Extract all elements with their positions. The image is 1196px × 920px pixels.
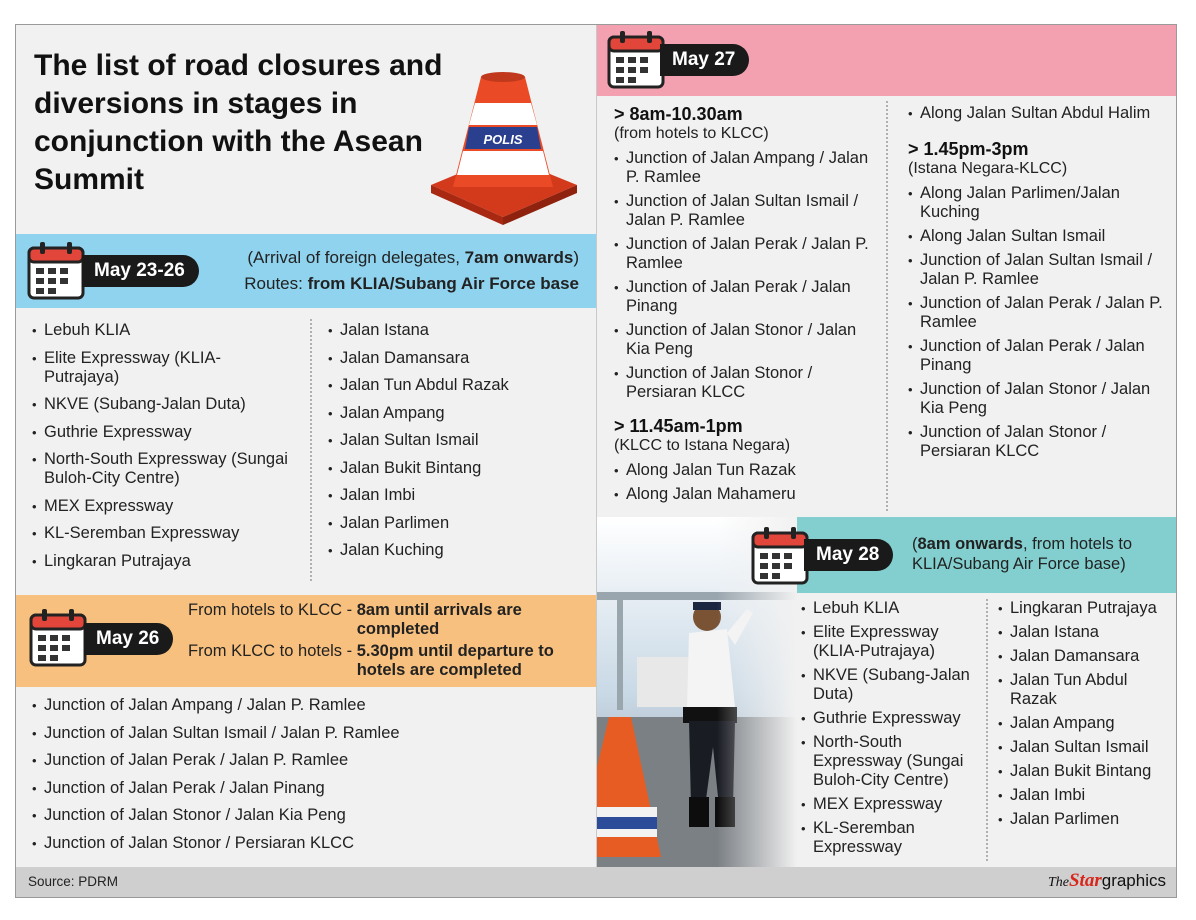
may28-note bbox=[912, 534, 1162, 574]
list-item: • Lingkaran Putrajaya bbox=[998, 599, 1174, 618]
list-item: • Junction of Jalan Perak / Jalan Pinang bbox=[614, 278, 879, 316]
list-item: • Junction of Jalan Ampang / Jalan P. Ramlee bbox=[614, 149, 879, 187]
source-label: Source: PDRM bbox=[28, 874, 119, 889]
routes-prefix: Routes: bbox=[244, 274, 308, 293]
may26-pill: May 26 bbox=[84, 623, 173, 655]
may26-list bbox=[32, 696, 592, 861]
may26-row1-label: From hotels to KLCC - bbox=[188, 601, 357, 619]
calendar-icon bbox=[750, 525, 810, 587]
list-item: • Along Jalan Mahameru bbox=[614, 485, 879, 504]
list-item: • North-South Expressway (Sungai Buloh-City Centre) bbox=[801, 733, 981, 790]
brand-the: The bbox=[1047, 875, 1069, 890]
list-item: • Junction of Jalan Ampang / Jalan P. Ramlee bbox=[32, 696, 592, 715]
list-item: • Jalan Tun Abdul Razak bbox=[998, 671, 1174, 709]
list-item: • MEX Expressway bbox=[32, 497, 294, 516]
may27-stage1 bbox=[614, 104, 884, 509]
list-item: • Junction of Jalan Perak / Jalan Pinang bbox=[908, 337, 1166, 375]
may23-26-list-right bbox=[328, 321, 588, 569]
note-rest: , from hotels to KLIA/Subang Air Force base) bbox=[912, 535, 1133, 573]
list-item: • North-South Expressway (Sungai Buloh-City Centre) bbox=[32, 450, 294, 488]
list-item: • Junction of Jalan Stonor / Persiaran KLCC bbox=[614, 364, 879, 402]
list-item: • Jalan Sultan Ismail bbox=[328, 431, 588, 450]
list-item: • Jalan Ampang bbox=[328, 404, 588, 423]
list-item: • Jalan Bukit Bintang bbox=[998, 762, 1174, 781]
calendar-icon bbox=[26, 240, 86, 302]
list-item: • Junction of Jalan Stonor / Persiaran KLCC bbox=[908, 423, 1166, 461]
brand-star: Star bbox=[1068, 870, 1102, 891]
divider bbox=[986, 599, 988, 861]
list-item: • Jalan Kuching bbox=[328, 541, 588, 560]
may26-row1-time: 8am until arrivals are completed bbox=[356, 601, 522, 638]
stage1-sub: (from hotels to KLCC) bbox=[614, 125, 769, 142]
list-item: • MEX Expressway bbox=[801, 795, 981, 814]
may28-list-left bbox=[801, 599, 981, 862]
stage3-sub: (Istana Negara-KLCC) bbox=[908, 160, 1068, 177]
list-item: • Junction of Jalan Sultan Ismail / Jalan P. Ramlee bbox=[32, 724, 592, 743]
list-item: • Junction of Jalan Stonor / Jalan Kia Peng bbox=[614, 321, 879, 359]
list-item: • Jalan Imbi bbox=[998, 786, 1174, 805]
may23-26-routes bbox=[186, 273, 579, 295]
stage1-list bbox=[614, 149, 879, 402]
list-item: • Along Jalan Sultan Abdul Halim bbox=[908, 104, 1166, 123]
brand-graphics: graphics bbox=[1101, 871, 1166, 890]
may26-row2-time: 5.30pm until departure to hotels are completed bbox=[356, 642, 554, 679]
list-item: • Lingkaran Putrajaya bbox=[32, 552, 294, 571]
arrival-prefix: (Arrival of foreign delegates, bbox=[247, 248, 465, 267]
list-item: • Lebuh KLIA bbox=[32, 321, 294, 340]
list-item: • Junction of Jalan Perak / Jalan P. Ramlee bbox=[32, 751, 592, 770]
may23-26-arrival-note bbox=[186, 247, 579, 269]
list-item: • Junction of Jalan Stonor / Persiaran KLCC bbox=[32, 834, 592, 853]
list-item: • Jalan Imbi bbox=[328, 486, 588, 505]
list-item: • Jalan Bukit Bintang bbox=[328, 459, 588, 478]
may27-stage3 bbox=[908, 104, 1170, 466]
list-item: • Jalan Parlimen bbox=[998, 810, 1174, 829]
list-item: • Junction of Jalan Stonor / Jalan Kia Peng bbox=[908, 380, 1166, 418]
traffic-cone-icon bbox=[421, 67, 586, 227]
list-item: • Junction of Jalan Perak / Jalan P. Ramlee bbox=[908, 294, 1166, 332]
list-item: • Jalan Damansara bbox=[998, 647, 1174, 666]
may23-26-list-left bbox=[32, 321, 294, 579]
list-item: • Along Jalan Parlimen/Jalan Kuching bbox=[908, 184, 1166, 222]
list-item: • Junction of Jalan Sultan Ismail / Jalan P. Ramlee bbox=[908, 251, 1166, 289]
list-item: • Jalan Damansara bbox=[328, 349, 588, 368]
list-item: • Along Jalan Sultan Ismail bbox=[908, 227, 1166, 246]
calendar-icon bbox=[28, 607, 88, 669]
arrival-suffix: ) bbox=[573, 248, 579, 267]
brand-logo bbox=[1048, 870, 1166, 892]
infographic-frame bbox=[15, 24, 1177, 898]
list-item: • Lebuh KLIA bbox=[801, 599, 981, 618]
list-item: • Jalan Sultan Ismail bbox=[998, 738, 1174, 757]
list-item: • Junction of Jalan Sultan Ismail / Jalan P. Ramlee bbox=[614, 192, 879, 230]
list-item: • Guthrie Expressway bbox=[801, 709, 981, 728]
list-item: • Jalan Parlimen bbox=[328, 514, 588, 533]
cone-label: POLIS bbox=[483, 132, 523, 147]
list-item: • NKVE (Subang-Jalan Duta) bbox=[32, 395, 294, 414]
footer bbox=[16, 867, 1176, 897]
list-item: • Jalan Tun Abdul Razak bbox=[328, 376, 588, 395]
list-item: • NKVE (Subang-Jalan Duta) bbox=[801, 666, 981, 704]
list-item: • Elite Expressway (KLIA-Putrajaya) bbox=[801, 623, 981, 661]
may26-row2 bbox=[188, 642, 577, 680]
stage3-time: > 1.45pm-3pm bbox=[908, 139, 1029, 159]
stage1-time: > 8am-10.30am bbox=[614, 104, 743, 124]
stage2-sub: (KLCC to Istana Negara) bbox=[614, 437, 791, 454]
stage2-list bbox=[614, 461, 879, 504]
calendar-icon bbox=[606, 29, 666, 91]
list-item: • Junction of Jalan Perak / Jalan P. Ramlee bbox=[614, 235, 879, 273]
routes-bold: from KLIA/Subang Air Force base bbox=[307, 274, 579, 293]
stage3-pre-list bbox=[908, 104, 1166, 123]
may26-row1 bbox=[188, 601, 547, 639]
list-item: • Junction of Jalan Perak / Jalan Pinang bbox=[32, 779, 592, 798]
may26-row2-label: From KLCC to hotels - bbox=[188, 642, 357, 660]
list-item: • Jalan Ampang bbox=[998, 714, 1174, 733]
arrival-bold: 7am onwards bbox=[464, 248, 574, 267]
may23-26-pill: May 23-26 bbox=[82, 255, 199, 287]
divider bbox=[310, 319, 312, 581]
note-bold: 8am onwards bbox=[917, 535, 1023, 553]
may27-pill: May 27 bbox=[660, 44, 749, 76]
may28-pill: May 28 bbox=[804, 539, 893, 571]
list-item: • Jalan Istana bbox=[328, 321, 588, 340]
list-item: • Elite Expressway (KLIA-Putrajaya) bbox=[32, 349, 294, 387]
list-item: • KL-Seremban Expressway bbox=[801, 819, 981, 857]
divider bbox=[886, 101, 888, 511]
list-item: • Junction of Jalan Stonor / Jalan Kia Peng bbox=[32, 806, 592, 825]
list-item: • KL-Seremban Expressway bbox=[32, 524, 294, 543]
stage3-list bbox=[908, 184, 1166, 461]
stage2-time: > 11.45am-1pm bbox=[614, 416, 743, 436]
list-item: • Along Jalan Tun Razak bbox=[614, 461, 879, 480]
note-open: ( bbox=[912, 535, 918, 553]
page-title: The list of road closures and diversions in stages in conjunction with the Asean Summit bbox=[34, 49, 443, 196]
list-item: • Guthrie Expressway bbox=[32, 423, 294, 442]
may28-list-right bbox=[998, 599, 1174, 834]
list-item: • Jalan Istana bbox=[998, 623, 1174, 642]
